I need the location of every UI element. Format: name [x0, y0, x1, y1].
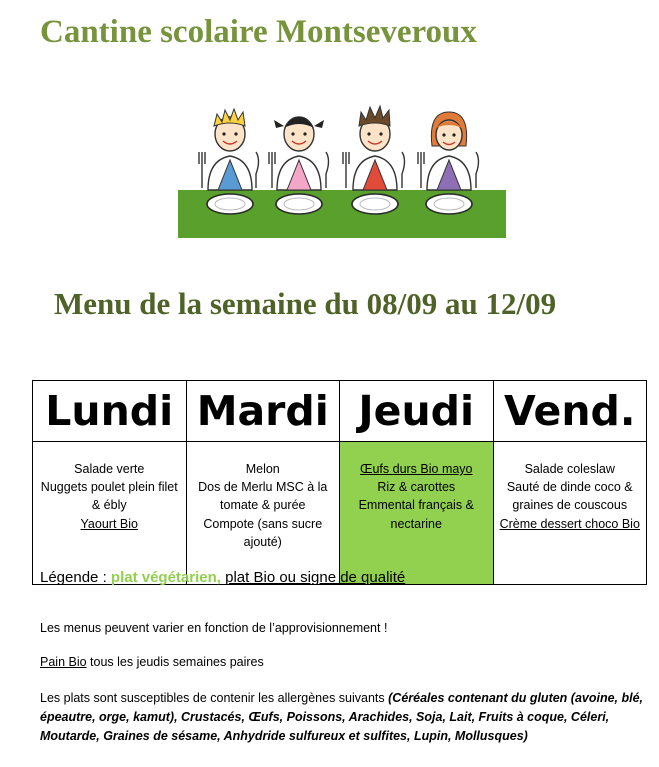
child-blond: [208, 109, 252, 190]
dishes-row: [33, 442, 647, 585]
legend: [40, 569, 405, 586]
week-title: Menu de la semaine du 08/09 au 12/09: [54, 286, 557, 321]
child-pigtails: [274, 117, 324, 190]
legend-bio: plat Bio ou signe de qualité: [225, 569, 406, 586]
menu-cell-thursday-vegetarian: [340, 442, 494, 585]
dish-item: Dos de Merlu MSC à la tomate & purée: [198, 480, 328, 513]
day-header-thursday: Jeudi: [340, 381, 494, 442]
supply-note: Les menus peuvent varier en fonction de l’approvisionnement !: [40, 621, 388, 635]
dish-item: Salade verte: [74, 462, 145, 476]
menu-cell-friday: [493, 442, 647, 585]
allergens-note: [40, 689, 650, 746]
day-header-friday: Vend.: [493, 381, 647, 442]
child-spiky: [353, 106, 397, 190]
dish-item: Riz & carottes: [377, 480, 456, 495]
dish-item-bio: Crème dessert choco Bio: [499, 516, 640, 531]
dish-item: Emmental français & nectarine: [358, 498, 474, 531]
bread-bio-label: Pain Bio: [40, 655, 87, 669]
allergens-intro: Les plats sont susceptibles de contenir les allergènes suivants: [40, 691, 389, 705]
menu-cell-monday: [33, 442, 187, 585]
bread-note-text: tous les jeudis semaines paires: [86, 655, 264, 669]
menu-cell-tuesday: [186, 442, 340, 585]
weekly-menu-table: [32, 380, 647, 585]
dish-item-bio: Œufs durs Bio mayo: [359, 462, 473, 476]
dish-item: Nuggets poulet plein filet & ébly: [40, 480, 178, 513]
dish-item: Melon: [245, 462, 280, 476]
children-at-table-illustration: [178, 104, 506, 238]
allergens-list: (Céréales contenant du gluten (avoine, blé, épeautre, orge, kamut), Crustacés, Œufs, Poissons, Arachides, Soja, Lait, Fruits à coque, Céleri, Moutarde, Graines de sésame, Anhydride sulfureux et sulfites, Lupin, Mollusques): [40, 691, 644, 743]
legend-vegetarian: plat végétarien,: [110, 569, 221, 586]
dish-item-bio: Yaourt Bio: [80, 516, 138, 531]
dish-item: Salade coleslaw: [524, 462, 615, 476]
page-title: Cantine scolaire Montseveroux: [40, 14, 477, 50]
day-header-monday: Lundi: [33, 381, 187, 442]
day-header-row: [33, 381, 647, 442]
bread-note: [40, 655, 264, 669]
dish-item: Sauté de dinde coco & graines de couscous: [506, 480, 633, 513]
child-redhead: [427, 112, 471, 190]
legend-prefix: Légende :: [40, 569, 111, 586]
day-header-tuesday: Mardi: [186, 381, 340, 442]
dish-item: Compote (sans sucre ajouté): [203, 516, 323, 549]
